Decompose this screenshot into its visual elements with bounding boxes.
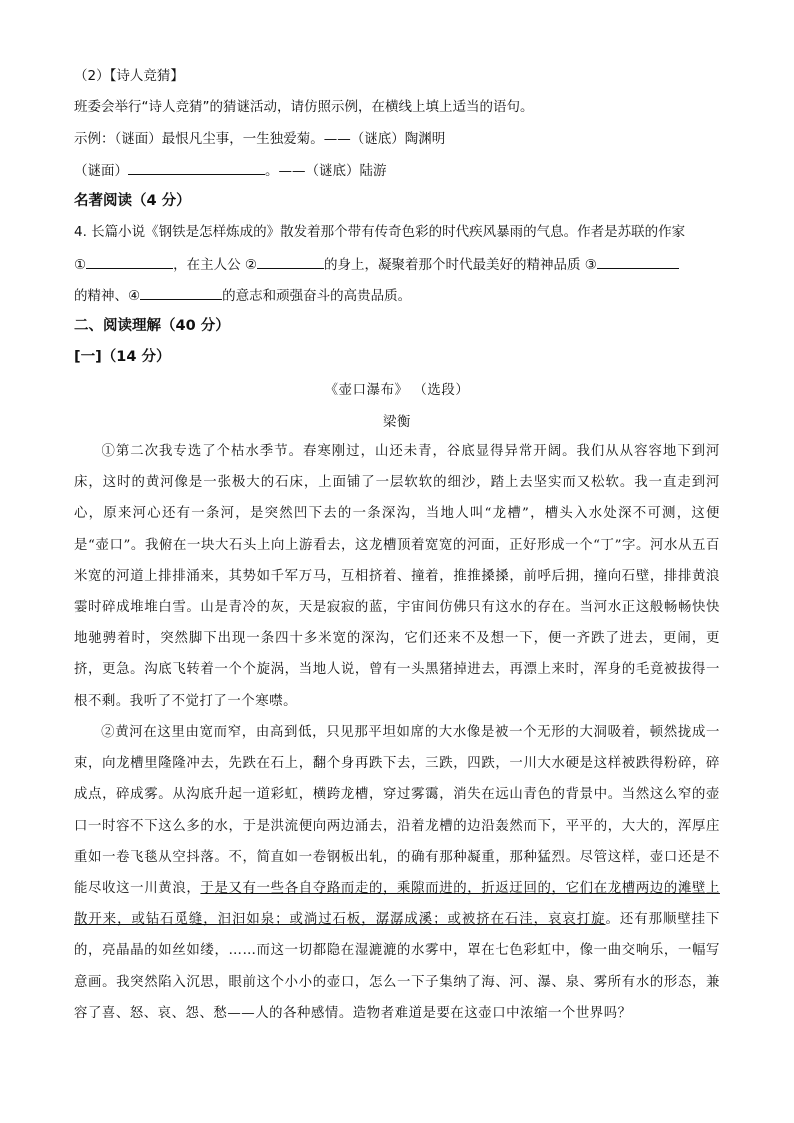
- q4-text-3: 的精神、④: [74, 288, 141, 304]
- example-line: 示例：（谜面）最恨凡尘事，一生独爱菊。——（谜底）陶渊明: [74, 131, 446, 147]
- fill-line: [74, 160, 387, 181]
- article-paragraph-1: [74, 436, 720, 717]
- q2-header: （2）【诗人竞猜】: [74, 68, 184, 84]
- blank-label-1: ①: [74, 257, 87, 273]
- q4-text-1: ，在主人公 ②: [173, 257, 258, 273]
- answer-blank-riddle[interactable]: [128, 160, 265, 175]
- article-author: 梁衡: [383, 415, 411, 430]
- answer-blank-2[interactable]: [257, 254, 324, 269]
- section-mingzhu: 名著阅读（4 分）: [74, 193, 191, 209]
- q4-text-2: 的身上，凝聚着那个时代最美好的精神品质 ③: [324, 257, 597, 273]
- q4-line1: 4. 长篇小说《钢铁是怎样炼成的》散发着那个带有传奇色彩的时代疾风暴雨的气息。作者是苏联的作家: [74, 224, 686, 240]
- answer-blank-4[interactable]: [140, 285, 222, 300]
- fill-prefix: （谜面）: [74, 163, 128, 179]
- article-paragraph-2: [74, 717, 720, 1029]
- answer-blank-3[interactable]: [597, 254, 679, 269]
- q2-instruction: 班委会举行“诗人竞猜”的猜谜活动，请仿照示例，在横线上填上适当的语句。: [74, 99, 534, 115]
- paragraph-2-text-b: 。还有那顺壁挂下的，亮晶晶的如丝如缕，……而这一切都隐在湿漉漉的水雾中，罩在七色彩虹中，像一曲交响乐，一幅写意画。我突然陷入沉思，眼前这个小小的壶口，怎么一下子集纳了海、河、瀑、泉、雾所有水的形态，兼容了喜、怒、哀、怨、愁——人的各种感情。造物者难道是要在这壶口中浓缩一个世界吗？: [74, 912, 720, 1021]
- article-title: 《壶口瀑布》 （选段）: [324, 383, 470, 398]
- underlined-sentence: 于是又有一些各自夺路而走的，乘隙而进的，折返迂回的，它们在龙槽两边的滩壁上散开来，或钻石觅缝，汩汩如泉；或淌过石板，潺潺成溪；或被挤在石洼，哀哀打旋: [74, 881, 720, 928]
- fill-suffix: 。——（谜底）陆游: [265, 163, 387, 179]
- section-reading: 二、阅读理解（40 分）: [74, 318, 230, 334]
- q4-line3: [74, 285, 411, 306]
- paragraph-1-text: ①第二次我专选了个枯水季节。春寒刚过，山还未青，谷底显得异常开阔。我们从从容容地下到河床，这时的黄河像是一张极大的石床，上面铺了一层软软的细沙，踏上去坚实而又松软。我一直走到河心，原来河心还有一条河，是突然凹下去的一条深沟，当地人叫“龙槽”，槽头入水处深不可测，这便是“壶口”。我俯在一块大石头上向上游看去，这龙槽顶着宽宽的河面，正好形成一个“丁”字。河水从五百米宽的河道上排排涌来，其势如千军万马，互相挤着、撞着，推推搡搡，前呼后拥，撞向石壁，排排黄浪霎时碎成堆堆白雪。山是青冷的灰，天是寂寂的蓝，宇宙间仿佛只有这水的存在。当河水正这般畅畅快快地驰骋着时，突然脚下出现一条四十多米宽的深沟，它们还来不及想一下，便一齐跌了进去，更闹，更挤，更急。沟底飞转着一个个旋涡，当地人说，曾有一头黑猪掉进去，再漂上来时，浑身的毛竟被拔得一根不剩。我听了不觉打了一个寒噤。: [74, 444, 720, 709]
- q4-line2: [74, 254, 679, 275]
- subsection-title: [一]（14 分）: [74, 349, 171, 365]
- paragraph-2-text-a: ②黄河在这里由宽而窄，由高到低，只见那平坦如席的大水像是被一个无形的大洞吸着，顿然拢成一束，向龙槽里隆隆冲去，先跌在石上，翻个身再跌下去，三跌，四跌，一川大水硬是这样被跌得粉碎，碎成点，碎成雾。从沟底升起一道彩虹，横跨龙槽，穿过雾霭，消失在远山青色的背景中。当然这么窄的壶口一时容不下这么多的水，于是洪流便向两边涌去，沿着龙槽的边沿轰然而下，平平的，大大的，浑厚庄重如一卷飞毯从空抖落。不，简直如一卷钢板出轧，的确有那种凝重，那种猛烈。尽管这样，壶口还是不能尽收这一川黄浪，: [74, 725, 720, 897]
- answer-blank-1[interactable]: [86, 254, 173, 269]
- q4-text-4: 的意志和顽强奋斗的高贵品质。: [222, 288, 412, 304]
